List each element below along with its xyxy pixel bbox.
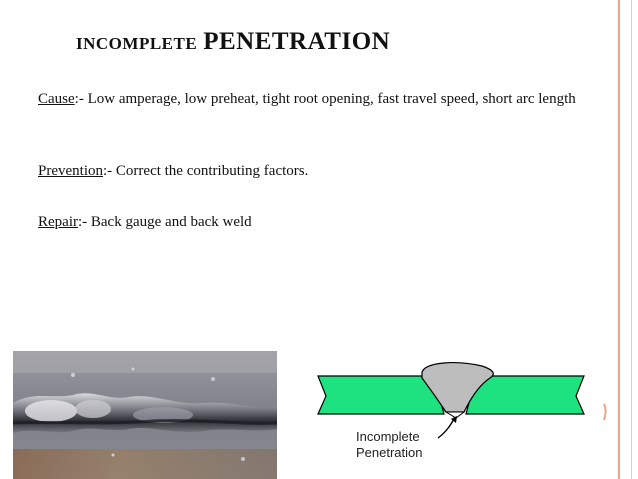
prevention-paragraph xyxy=(38,160,590,182)
repair-text: :- Back gauge and back weld xyxy=(77,214,252,230)
weld-photo-image xyxy=(13,351,277,479)
repair-paragraph xyxy=(38,211,590,233)
title-small: INCOMPLETE xyxy=(76,34,198,53)
cause-text: :- Low amperage, low preheat, tight root opening, fast travel speed, short arc length xyxy=(74,91,576,107)
weld-photo xyxy=(13,351,277,479)
prevention-text: :- Correct the contributing factors. xyxy=(103,163,309,179)
slide-title xyxy=(76,28,390,56)
slide-border-right xyxy=(618,0,620,479)
repair-label: Repair xyxy=(38,214,78,230)
title-big: PENETRATION xyxy=(203,28,391,55)
slide-border-edge xyxy=(631,0,632,479)
weld-diagram-svg xyxy=(306,356,612,466)
prevention-label: Prevention xyxy=(38,163,103,179)
diagram-label xyxy=(356,429,423,461)
cause-paragraph xyxy=(38,88,590,110)
pointer-line xyxy=(438,419,454,438)
weld-cross-section-diagram xyxy=(306,356,612,466)
edge-mark xyxy=(604,404,606,420)
cause-label: Cause xyxy=(38,91,75,107)
diagram-label-line2: Penetration xyxy=(356,445,423,460)
diagram-label-line1: Incomplete xyxy=(356,429,420,444)
